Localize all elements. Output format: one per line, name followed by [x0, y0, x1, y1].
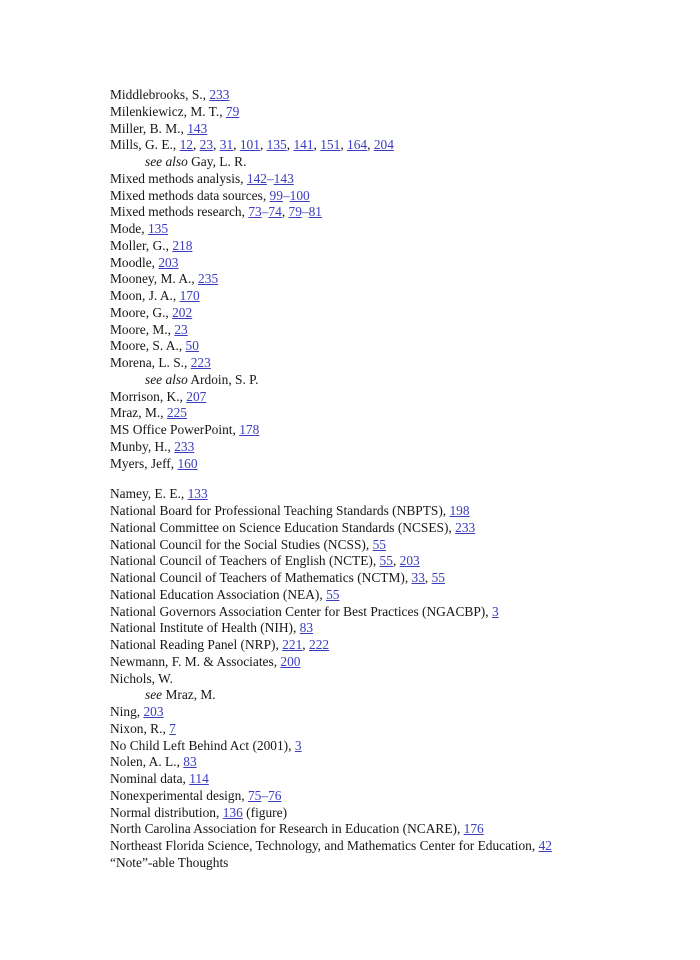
entry-text: Mixed methods analysis,: [110, 170, 247, 186]
entry-text: National Reading Panel (NRP),: [110, 637, 283, 652]
index-entry: [110, 405, 670, 422]
index-entry: [110, 104, 670, 121]
index-entry: [110, 288, 670, 305]
page-number-link[interactable]: 12: [179, 137, 193, 153]
page-number-link[interactable]: 164: [347, 137, 368, 153]
index-entry: [110, 389, 670, 406]
index-entry: [110, 838, 670, 855]
page-number-link[interactable]: 142: [246, 170, 267, 186]
index-entry: [110, 671, 670, 688]
index-entry: [110, 221, 670, 238]
page-range-dash: –: [261, 204, 269, 220]
page-number-link[interactable]: 151: [320, 137, 341, 153]
entry-text: Ning,: [110, 704, 144, 719]
entry-text: National Council for the Social Studies (NCSS),: [110, 536, 373, 552]
entry-text: Namey, E. E.,: [110, 486, 188, 502]
entry-text: Miller, B. M.,: [110, 120, 188, 136]
entry-text: Moodle,: [110, 254, 159, 270]
entry-text: National Governors Association Center for Best Practices (NGACBP),: [110, 603, 492, 619]
page-number-link[interactable]: 75: [247, 787, 262, 803]
page-number-link[interactable]: 55: [431, 570, 445, 585]
page-number-link[interactable]: 50: [185, 338, 199, 354]
index-entry: [110, 855, 670, 872]
index-entry: [110, 821, 670, 838]
index-entry: [110, 704, 670, 721]
page-number-link[interactable]: 114: [189, 771, 209, 786]
page-number-link[interactable]: 218: [172, 237, 193, 253]
entry-text: ,: [233, 137, 240, 153]
page-number-link[interactable]: 135: [147, 221, 169, 236]
page-number-link[interactable]: 23: [199, 137, 214, 153]
cross-reference-label: see also: [145, 154, 188, 169]
index-entry: [110, 87, 670, 104]
entry-text: National Education Association (NEA),: [110, 586, 327, 602]
page-number-link[interactable]: 200: [280, 653, 301, 669]
index-entry: [110, 322, 670, 339]
index-entries: [110, 87, 670, 872]
page-number-link[interactable]: 3: [491, 603, 499, 619]
entry-text: Northeast Florida Science, Technology, and Mathematics Center for Education,: [110, 838, 539, 853]
page-number-link[interactable]: 33: [411, 570, 425, 585]
entry-text: Morena, L. S.,: [110, 355, 191, 370]
entry-text: Nolen, A. L.,: [110, 754, 184, 770]
entry-text: Nonexperimental design,: [110, 787, 248, 803]
entry-text: Mixed methods data sources,: [110, 187, 270, 203]
index-entry: [110, 255, 670, 272]
page-number-link[interactable]: 223: [190, 355, 211, 370]
index-entry: [110, 204, 670, 221]
page-number-link[interactable]: 73: [248, 204, 262, 220]
index-entry: [110, 553, 670, 570]
page-number-link[interactable]: 100: [289, 187, 310, 203]
index-entry: [110, 771, 670, 788]
page-range-dash: –: [266, 170, 274, 186]
entry-text: National Council of Teachers of English (NCTE),: [110, 553, 380, 569]
page-range-dash: –: [261, 787, 269, 803]
index-entry: [110, 788, 670, 805]
entry-text: Gay, L. R.: [187, 154, 247, 169]
entry-text: Moore, M.,: [110, 321, 175, 337]
index-entry: [110, 271, 670, 288]
entry-text: North Carolina Association for Research in Education (NCARE),: [110, 821, 464, 837]
page-number-link[interactable]: 170: [179, 288, 200, 303]
page-number-link[interactable]: 83: [299, 620, 314, 636]
entry-text: Mraz, M.: [162, 687, 216, 703]
entry-text: Moore, G.,: [110, 304, 173, 320]
page-number-link[interactable]: 233: [174, 438, 195, 454]
page-number-link[interactable]: 202: [172, 304, 193, 320]
page-number-link[interactable]: 221: [282, 637, 303, 652]
page-number-link[interactable]: 135: [266, 137, 287, 153]
page-number-link[interactable]: 55: [326, 586, 340, 602]
index-entry: [110, 604, 670, 621]
page-number-link[interactable]: 74: [268, 204, 282, 220]
page-number-link[interactable]: 99: [269, 187, 283, 203]
page-number-link[interactable]: 79: [225, 103, 240, 119]
entry-text: National Committee on Science Education Standards (NCSES),: [110, 519, 456, 535]
entry-text: MS Office PowerPoint,: [110, 422, 240, 437]
entry-text: “Note”-able Thoughts: [110, 854, 229, 870]
entry-text: ,: [367, 137, 374, 153]
index-entry: [110, 305, 670, 322]
entry-text: ,: [340, 137, 348, 153]
page-number-link[interactable]: 222: [309, 637, 330, 652]
entry-text: Normal distribution,: [110, 804, 223, 820]
page-number-link[interactable]: 207: [186, 388, 207, 404]
entry-text: Middlebrooks, S.,: [110, 87, 210, 102]
entry-text: ,: [286, 137, 294, 153]
index-entry: [110, 587, 670, 604]
index-entry: [110, 171, 670, 188]
page-number-link[interactable]: 204: [373, 137, 394, 153]
index-entry: [110, 137, 670, 154]
page-number-link[interactable]: 233: [455, 519, 476, 535]
cross-reference-label: see also: [145, 371, 188, 387]
index-entry: [110, 188, 670, 205]
entry-text: Nichols, W.: [110, 670, 173, 686]
page-number-link[interactable]: 76: [268, 787, 282, 803]
index-entry: [110, 121, 670, 138]
entry-text: Morrison, K.,: [110, 388, 187, 404]
entry-text: No Child Left Behind Act (2001),: [110, 737, 295, 753]
index-entry: [110, 456, 670, 473]
page-number-link[interactable]: 133: [187, 486, 208, 502]
index-entry: [110, 738, 670, 755]
entry-text: Myers, Jeff,: [110, 455, 178, 471]
page-number-link[interactable]: 79: [288, 204, 302, 220]
page-number-link[interactable]: 143: [273, 170, 294, 186]
entry-text: Mode,: [110, 221, 148, 236]
entry-text: Milenkiewicz, M. T.,: [110, 103, 226, 119]
page-number-link[interactable]: 176: [463, 821, 484, 837]
entry-text: Newmann, F. M. & Associates,: [110, 653, 281, 669]
index-entry: [110, 355, 670, 372]
entry-text: ,: [192, 137, 200, 153]
page-number-link[interactable]: 178: [239, 422, 260, 437]
entry-text: ,: [424, 570, 432, 585]
entry-text: Moon, J. A.,: [110, 288, 180, 303]
page-number-link[interactable]: 31: [219, 137, 234, 153]
entry-text: ,: [302, 637, 309, 652]
index-cross-reference: [110, 687, 670, 704]
page-number-link[interactable]: 203: [158, 254, 179, 270]
index-entry: [110, 805, 670, 822]
index-entry: [110, 721, 670, 738]
page-range-dash: –: [301, 204, 309, 220]
page-number-link[interactable]: 143: [187, 120, 208, 136]
index-entry: [110, 503, 670, 520]
entry-text: National Institute of Health (NIH),: [110, 620, 300, 636]
page-number-link[interactable]: 203: [399, 553, 420, 569]
index-cross-reference: [110, 372, 670, 389]
index-cross-reference: [110, 154, 670, 171]
entry-text: Nixon, R.,: [110, 720, 170, 736]
index-entry: [110, 486, 670, 503]
entry-text: ,: [313, 137, 321, 153]
index-entry: [110, 520, 670, 537]
page-number-link[interactable]: 233: [209, 87, 230, 102]
page-number-link[interactable]: 141: [293, 137, 314, 153]
entry-text: ,: [259, 137, 267, 153]
page-number-link[interactable]: 225: [166, 405, 187, 421]
page-number-link[interactable]: 55: [372, 536, 386, 552]
index-entry: [110, 754, 670, 771]
index-entry: [110, 338, 670, 355]
page-range-dash: –: [282, 187, 290, 203]
entry-text: Ardoin, S. P.: [187, 371, 259, 387]
entry-text: ,: [392, 553, 400, 569]
page-number-link[interactable]: 235: [198, 271, 219, 287]
entry-text: Mooney, M. A.,: [110, 271, 199, 287]
entry-text: Munby, H.,: [110, 438, 175, 454]
entry-text: Nominal data,: [110, 771, 190, 786]
index-entry: [110, 620, 670, 637]
index-entry: [110, 570, 670, 587]
index-entry: [110, 439, 670, 456]
page-number-link[interactable]: 3: [294, 737, 302, 753]
entry-text: Mraz, M.,: [110, 405, 167, 421]
index-entry: [110, 654, 670, 671]
page-number-link[interactable]: 160: [177, 455, 198, 471]
page-number-link[interactable]: 42: [538, 838, 552, 853]
entry-text: (figure): [242, 804, 288, 820]
cross-reference-label: see: [145, 687, 163, 703]
entry-text: Mixed methods research,: [110, 204, 249, 220]
page-number-link[interactable]: 7: [169, 720, 176, 736]
entry-text: National Council of Teachers of Mathematics (NCTM),: [110, 570, 412, 585]
page-number-link[interactable]: 81: [308, 204, 322, 220]
page-number-link[interactable]: 55: [379, 553, 393, 569]
index-entry: [110, 637, 670, 654]
entry-text: Mills, G. E.,: [110, 137, 180, 153]
page-number-link[interactable]: 136: [222, 804, 243, 820]
page-number-link[interactable]: 203: [143, 704, 164, 719]
index-entry: [110, 537, 670, 554]
index-entry: [110, 238, 670, 255]
entry-text: National Board for Professional Teaching Standards (NBPTS),: [110, 503, 450, 518]
page-number-link[interactable]: 101: [239, 137, 260, 153]
index-entry: [110, 422, 670, 439]
entry-text: ,: [281, 204, 289, 220]
entry-text: Moller, G.,: [110, 237, 173, 253]
page-number-link[interactable]: 83: [183, 754, 197, 770]
entry-text: Moore, S. A.,: [110, 338, 186, 354]
page-number-link[interactable]: 23: [174, 321, 188, 337]
page-number-link[interactable]: 198: [449, 503, 470, 518]
entry-text: ,: [213, 137, 220, 153]
